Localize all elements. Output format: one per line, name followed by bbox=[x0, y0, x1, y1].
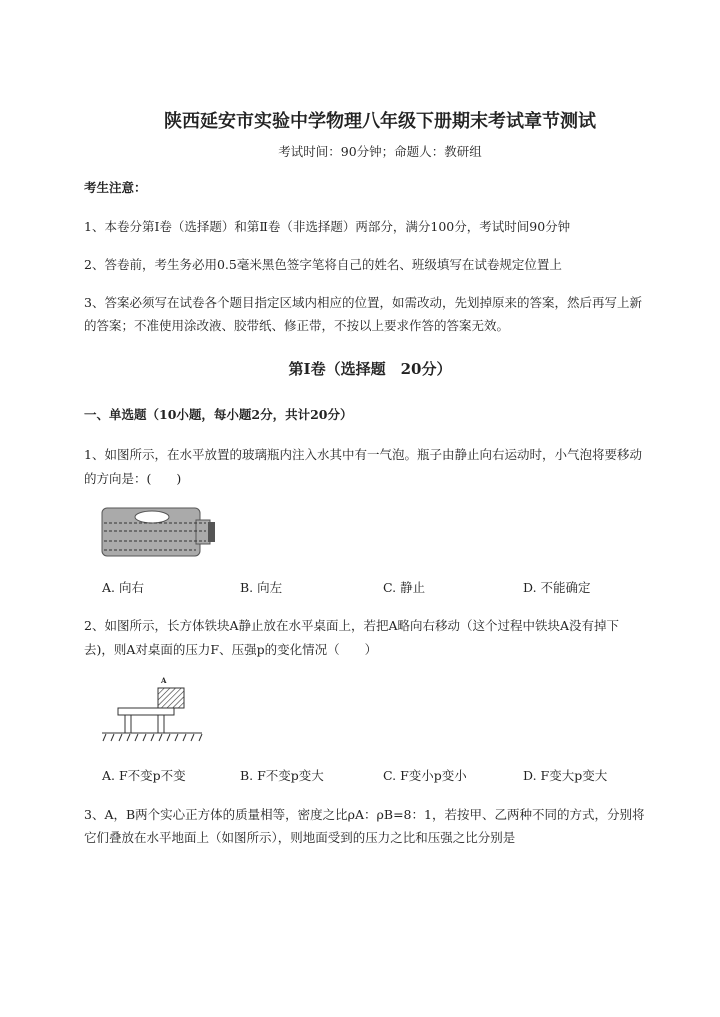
figure-label: A bbox=[161, 676, 167, 685]
document-subtitle: 考试时间：90分钟；命题人：教研组 bbox=[278, 144, 482, 159]
question-text: 1、如图所示，在水平放置的玻璃瓶内注入水其中有一气泡。瓶子由静止向右运动时，小气泡将要移动 bbox=[84, 447, 642, 462]
question-text: 去)，则A对桌面的压力F、压强p的变化情况（ ） bbox=[84, 642, 378, 657]
option-a: A. 向右 bbox=[102, 580, 144, 595]
option-a: A. F不变p不变 bbox=[102, 768, 186, 783]
notice-heading: 考生注意： bbox=[84, 180, 147, 195]
notice-item: 3、答案必须写在试卷各个题目指定区域内相应的位置，如需改动，先划掉原来的答案，然后再写上新 bbox=[84, 295, 642, 310]
option-d: D. F变大p变大 bbox=[523, 768, 608, 783]
document-title: 陕西延安市实验中学物理八年级下册期末考试章节测试 bbox=[164, 111, 596, 132]
section-heading: 第Ⅰ卷（选择题 20分） bbox=[288, 360, 452, 378]
question-text: 3、A，B两个实心正方体的质量相等，密度之比ρA：ρB=8：1，若按甲、乙两种不同的方式，分别将 bbox=[84, 807, 645, 822]
table-block-figure bbox=[98, 686, 204, 746]
notice-item: 2、答卷前，考生务必用0.5毫米黑色签字笔将自己的姓名、班级填写在试卷规定位置上 bbox=[84, 257, 562, 272]
part-heading: 一、单选题（10小题，每小题2分，共计20分） bbox=[84, 407, 353, 422]
option-b: B. F不变p变大 bbox=[240, 768, 324, 783]
option-c: C. F变小p变小 bbox=[383, 768, 467, 783]
option-d: D. 不能确定 bbox=[523, 580, 591, 595]
option-c: C. 静止 bbox=[383, 580, 426, 595]
question-text: 2、如图所示，长方体铁块A静止放在水平桌面上，若把A略向右移动（这个过程中铁块A没有掉下 bbox=[84, 618, 620, 633]
question-text: 的方向是：( ) bbox=[84, 471, 182, 486]
notice-item: 的答案；不准使用涂改液、胶带纸、修正带，不按以上要求作答的答案无效。 bbox=[84, 318, 510, 333]
question-text: 它们叠放在水平地面上（如图所示），则地面受到的压力之比和压强之比分别是 bbox=[84, 830, 516, 845]
bottle-figure bbox=[100, 506, 222, 560]
option-b: B. 向左 bbox=[240, 580, 283, 595]
notice-item: 1、本卷分第Ⅰ卷（选择题）和第Ⅱ卷（非选择题）两部分，满分100分，考试时间90分钟 bbox=[84, 219, 571, 234]
